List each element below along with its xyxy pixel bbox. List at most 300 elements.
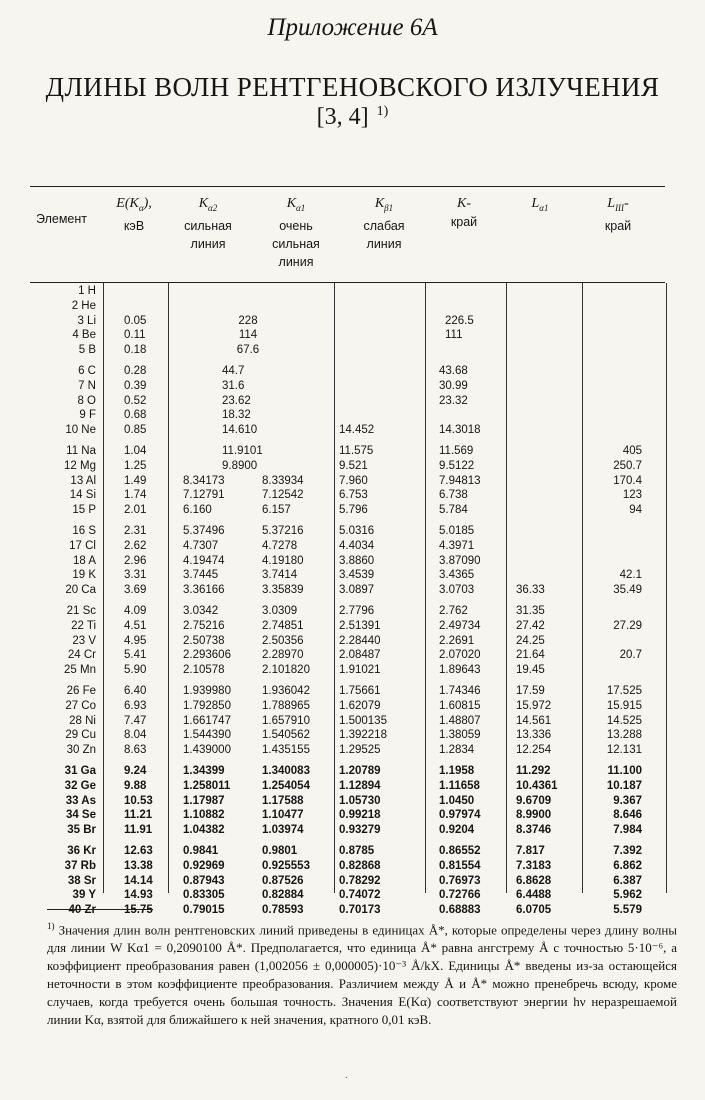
la1-cell: 9.6709 <box>516 794 552 807</box>
ka2-cell: 2.10578 <box>183 664 225 677</box>
ka1-cell: 1.254054 <box>262 779 310 792</box>
kb1-cell: 4.4034 <box>339 539 375 552</box>
kb1-cell: 3.4539 <box>339 569 375 582</box>
energy-cell: 4.51 <box>124 619 147 632</box>
energy-cell: 15.75 <box>124 904 153 917</box>
k-edge-cell: 3.4365 <box>439 569 475 582</box>
kb1-cell: 6.753 <box>339 489 368 502</box>
element-cell: 39 Y <box>72 889 96 902</box>
element-cell: 20 Ca <box>65 584 96 597</box>
col-header-element: Элемент <box>36 212 87 226</box>
element-cell: 18 A <box>72 554 96 567</box>
k-edge-cell: 43.68 <box>439 365 468 377</box>
page-mark: . <box>345 1070 348 1081</box>
ka1-cell: 0.9801 <box>262 845 298 857</box>
table-row <box>0 824 705 839</box>
ka2-cell: 1.661747 <box>183 714 231 727</box>
k-edge-cell: 0.97974 <box>439 809 481 822</box>
l3-edge-cell: 123 <box>622 489 642 502</box>
energy-cell: 6.40 <box>124 685 147 697</box>
energy-cell: 8.04 <box>124 729 147 742</box>
kb1-cell: 3.0897 <box>339 584 375 597</box>
table-row <box>0 860 705 875</box>
element-cell: 13 Al <box>70 474 96 487</box>
k-edge-cell: 3.0703 <box>439 584 475 597</box>
kalpha-merged-cell: 11.9101 <box>222 445 263 457</box>
element-cell: 1 H <box>78 285 96 297</box>
element-cell: 11 Na <box>66 445 96 457</box>
la1-cell: 6.0705 <box>516 904 552 917</box>
k-edge-cell: 1.11658 <box>439 779 480 792</box>
l3-edge-cell: 170.4 <box>613 474 642 487</box>
l3-edge-cell: 7.392 <box>613 845 642 857</box>
ka1-cell: 1.657910 <box>262 714 310 727</box>
table-row <box>0 395 705 410</box>
element-cell: 35 Br <box>67 824 96 837</box>
table-row <box>0 845 705 860</box>
kb1-cell: 0.70173 <box>339 904 381 917</box>
table-row <box>0 475 705 490</box>
table-row <box>0 809 705 824</box>
l3-edge-cell: 405 <box>622 445 642 457</box>
element-cell: 31 Ga <box>64 765 96 777</box>
table-row <box>0 300 705 315</box>
k-edge-cell: 1.38059 <box>439 729 481 742</box>
la1-cell: 11.292 <box>516 765 551 777</box>
element-cell: 30 Zn <box>66 744 96 757</box>
table-row <box>0 489 705 504</box>
k-edge-cell: 1.89643 <box>439 664 481 677</box>
kb1-cell: 2.28440 <box>339 634 381 647</box>
table-row <box>0 504 705 519</box>
ka1-cell: 6.157 <box>262 504 291 517</box>
k-edge-cell: 2.49734 <box>439 619 481 632</box>
energy-cell: 14.93 <box>124 889 153 902</box>
k-edge-cell: 0.9204 <box>439 824 475 837</box>
table-row <box>0 605 705 620</box>
element-cell: 32 Ge <box>64 779 96 792</box>
energy-cell: 0.11 <box>124 329 146 342</box>
energy-cell: 1.74 <box>124 489 147 502</box>
kb1-cell: 9.521 <box>339 459 368 472</box>
l3-edge-cell: 13.288 <box>606 729 642 742</box>
kb1-cell: 1.20789 <box>339 765 381 777</box>
footnote-text: Значения длин волн рентгеновских линий приведены в единицах Å*, которые определены через длину волны для линии W Kα1 = 0,2090100 Å*. Предполагается, что единица Å* равна ангстрему Å с точностью 5·10⁻⁶, а коэффициент преобразования равен (1,002056 ± 0,000005)·10⁻³ Å/kX. Единицы Å* введены из-за остающейся неточности в этом коэффициенте преобразования. Различием между Å и Å* можно пренебречь всюду, кроме случаев, когда требуется очень большая точность. Значения E(Kα) соответствуют энергии hν неразрешаемой линии Kα, взятой для ближайшего к ней значения, кратного 0,01 кэВ. <box>47 922 678 1028</box>
col-header-ka2: $K_{\alpha 2}$ сильная линия <box>184 196 232 251</box>
energy-cell: 0.39 <box>124 379 147 392</box>
ka1-cell: 1.540562 <box>262 729 310 742</box>
ka1-cell: 4.7278 <box>262 539 298 552</box>
table-row <box>0 780 705 795</box>
footnote-number: 1) <box>47 921 55 931</box>
table-top-rule <box>30 186 665 187</box>
ka1-cell: 2.101820 <box>262 664 310 677</box>
la1-cell: 13.336 <box>516 729 552 742</box>
kb1-cell: 0.78292 <box>339 874 381 887</box>
k-edge-cell: 0.68883 <box>439 904 481 917</box>
k-edge-cell: 1.60815 <box>439 699 481 712</box>
ka1-cell: 2.50356 <box>262 634 304 647</box>
table-row <box>0 700 705 715</box>
k-edge-cell: 1.48807 <box>439 714 481 727</box>
ka2-cell: 0.87943 <box>183 874 225 887</box>
table-row <box>0 875 705 890</box>
la1-cell: 14.561 <box>516 714 552 727</box>
table-row <box>0 365 705 380</box>
k-edge-cell: 1.2834 <box>439 744 475 757</box>
ka1-cell: 0.82884 <box>262 889 304 902</box>
kalpha-merged-cell: 228 <box>238 314 258 327</box>
la1-cell: 24.25 <box>516 634 545 647</box>
k-edge-cell: 3.87090 <box>439 554 481 567</box>
references <box>0 104 705 131</box>
l3-edge-cell: 14.525 <box>606 714 642 727</box>
ka2-cell: 4.19474 <box>183 554 225 567</box>
l3-edge-cell: 35.49 <box>613 584 642 597</box>
la1-cell: 8.3746 <box>516 824 552 837</box>
ka2-cell: 1.939980 <box>183 685 231 697</box>
element-cell: 40 Zr <box>68 904 96 917</box>
energy-cell: 2.01 <box>124 504 147 517</box>
l3-edge-cell: 17.525 <box>606 685 642 697</box>
element-cell: 36 Kr <box>67 845 96 857</box>
footnote <box>47 917 677 1029</box>
ka2-cell: 1.17987 <box>183 794 225 807</box>
energy-cell: 0.28 <box>124 365 147 377</box>
energy-cell: 11.91 <box>124 824 153 837</box>
k-edge-cell: 0.76973 <box>439 874 481 887</box>
kb1-cell: 1.29525 <box>339 744 381 757</box>
ka2-cell: 8.34173 <box>183 474 225 487</box>
l3-edge-cell: 12.131 <box>606 744 642 757</box>
k-edge-cell: 1.0450 <box>439 794 475 807</box>
kb1-cell: 0.82868 <box>339 859 381 872</box>
kb1-cell: 0.8785 <box>339 845 375 857</box>
l3-edge-cell: 5.962 <box>613 889 642 902</box>
ka1-cell: 3.7414 <box>262 569 298 582</box>
ka1-cell: 7.12542 <box>262 489 304 502</box>
la1-cell: 31.35 <box>516 605 545 617</box>
element-cell: 19 K <box>72 569 96 582</box>
kb1-cell: 5.0316 <box>339 525 375 537</box>
ka2-cell: 3.0342 <box>183 605 219 617</box>
kb1-cell: 1.91021 <box>339 664 381 677</box>
table-header-rule <box>30 282 665 283</box>
table-row <box>0 569 705 584</box>
la1-cell: 7.3183 <box>516 859 552 872</box>
table-row <box>0 344 705 359</box>
k-edge-cell: 0.72766 <box>439 889 481 902</box>
element-cell: 21 Sc <box>66 605 96 617</box>
energy-cell: 2.62 <box>124 539 147 552</box>
kalpha-merged-cell: 14.610 <box>222 424 258 437</box>
la1-cell: 27.42 <box>516 619 545 632</box>
l3-edge-cell: 250.7 <box>613 459 642 472</box>
table-row <box>0 715 705 730</box>
energy-cell: 4.95 <box>124 634 147 647</box>
ka1-cell: 4.19180 <box>262 554 304 567</box>
ka2-cell: 0.83305 <box>183 889 225 902</box>
ka2-cell: 0.9841 <box>183 845 219 857</box>
energy-cell: 12.63 <box>124 845 153 857</box>
kb1-cell: 1.12894 <box>339 779 381 792</box>
reference-numbers: [3, 4] <box>316 104 369 130</box>
energy-cell: 3.69 <box>124 584 147 597</box>
la1-cell: 10.4361 <box>516 779 558 792</box>
k-edge-cell: 30.99 <box>439 379 468 392</box>
l3-edge-cell: 42.1 <box>619 569 642 582</box>
element-cell: 25 Mn <box>64 664 96 677</box>
element-cell: 34 Se <box>65 809 96 822</box>
col-header-ka1: $K_{\alpha 1}$ очень сильная линия <box>272 196 320 269</box>
table-row <box>0 664 705 679</box>
footnote-rule <box>47 909 153 910</box>
energy-cell: 11.21 <box>124 809 153 822</box>
l3-edge-cell: 20.7 <box>619 649 642 662</box>
kb1-cell: 11.575 <box>339 445 374 457</box>
element-cell: 23 V <box>72 634 96 647</box>
table-row <box>0 525 705 540</box>
ka1-cell: 1.17588 <box>262 794 304 807</box>
ka1-cell: 1.340083 <box>262 765 310 777</box>
ka1-cell: 8.33934 <box>262 474 304 487</box>
ka2-cell: 2.75216 <box>183 619 225 632</box>
table-row <box>0 315 705 330</box>
element-cell: 7 N <box>78 379 96 392</box>
table-row <box>0 424 705 439</box>
l3-edge-cell: 94 <box>629 504 642 517</box>
page-title: ДЛИНЫ ВОЛН РЕНТГЕНОВСКОГО ИЗЛУЧЕНИЯ <box>45 72 660 102</box>
ka1-cell: 5.37216 <box>262 525 304 537</box>
kb1-cell: 2.08487 <box>339 649 381 662</box>
table-row <box>0 620 705 635</box>
ka2-cell: 1.10882 <box>183 809 225 822</box>
energy-cell: 0.18 <box>124 344 147 357</box>
col-header-k-edge: K- край <box>450 196 478 229</box>
k-edge-cell: 111 <box>445 329 463 342</box>
element-cell: 9 F <box>79 409 96 422</box>
element-cell: 10 Ne <box>65 424 96 437</box>
la1-cell: 7.817 <box>516 845 545 857</box>
col-header-kb1: $K_{\beta 1}$ слабая линия <box>363 196 405 251</box>
ka1-cell: 2.28970 <box>262 649 304 662</box>
energy-cell: 2.31 <box>124 525 147 537</box>
ka1-cell: 1.03974 <box>262 824 304 837</box>
l3-edge-cell: 5.579 <box>613 904 642 917</box>
table-row <box>0 329 705 344</box>
ka1-cell: 3.0309 <box>262 605 298 617</box>
table-row <box>0 685 705 700</box>
energy-cell: 7.47 <box>124 714 147 727</box>
ka1-cell: 1.936042 <box>262 685 310 697</box>
element-cell: 12 Mg <box>64 459 96 472</box>
l3-edge-cell: 8.646 <box>613 809 642 822</box>
ka2-cell: 1.792850 <box>183 699 231 712</box>
la1-cell: 6.8628 <box>516 874 552 887</box>
kb1-cell: 1.500135 <box>339 714 387 727</box>
kb1-cell: 0.74072 <box>339 889 381 902</box>
energy-cell: 2.96 <box>124 554 147 567</box>
ka2-cell: 1.04382 <box>183 824 225 837</box>
ka1-cell: 2.74851 <box>262 619 304 632</box>
element-cell: 37 Rb <box>64 859 96 872</box>
table-row <box>0 584 705 599</box>
ka2-cell: 2.293606 <box>183 649 231 662</box>
kalpha-merged-cell: 114 <box>238 329 258 342</box>
element-cell: 16 S <box>72 525 96 537</box>
ka2-cell: 2.50738 <box>183 634 225 647</box>
table-row <box>0 729 705 744</box>
k-edge-cell: 7.94813 <box>439 474 481 487</box>
element-cell: 8 O <box>77 394 96 407</box>
kb1-cell: 5.796 <box>339 504 368 517</box>
element-cell: 38 Sr <box>67 874 96 887</box>
energy-cell: 5.90 <box>124 664 147 677</box>
k-edge-cell: 0.81554 <box>439 859 481 872</box>
kalpha-merged-cell: 23.62 <box>222 394 251 407</box>
energy-cell: 0.05 <box>124 314 147 327</box>
k-edge-cell: 226.5 <box>445 314 474 327</box>
kalpha-merged-cell: 67.6 <box>236 344 260 357</box>
kb1-cell: 1.62079 <box>339 699 381 712</box>
element-cell: 6 C <box>78 365 96 377</box>
k-edge-cell: 5.784 <box>439 504 468 517</box>
l3-edge-cell: 27.29 <box>613 619 642 632</box>
ka2-cell: 3.7445 <box>183 569 219 582</box>
kalpha-merged-cell: 9.8900 <box>222 459 258 472</box>
element-cell: 22 Ti <box>71 619 96 632</box>
col-header-energy: $E(K_\alpha)$, кэВ <box>116 196 152 233</box>
ka1-cell: 1.10477 <box>262 809 304 822</box>
element-cell: 29 Cu <box>65 729 96 742</box>
k-edge-cell: 4.3971 <box>439 539 475 552</box>
kb1-cell: 2.51391 <box>339 619 381 632</box>
kalpha-merged-cell: 44.7 <box>222 365 245 377</box>
table-row <box>0 285 705 300</box>
energy-cell: 4.09 <box>124 605 147 617</box>
appendix-label: Приложение 6А <box>267 14 438 41</box>
ka2-cell: 0.79015 <box>183 904 225 917</box>
ka2-cell: 4.7307 <box>183 539 219 552</box>
table-row <box>0 555 705 570</box>
k-edge-cell: 9.5122 <box>439 459 475 472</box>
la1-cell: 12.254 <box>516 744 552 757</box>
kb1-cell: 1.392218 <box>339 729 387 742</box>
la1-cell: 17.59 <box>516 685 545 697</box>
k-edge-cell: 5.0185 <box>439 525 475 537</box>
l3-edge-cell: 11.100 <box>607 765 642 777</box>
ka1-cell: 3.35839 <box>262 584 304 597</box>
ka1-cell: 1.435155 <box>262 744 310 757</box>
table-row <box>0 795 705 810</box>
element-cell: 15 P <box>72 504 96 517</box>
kalpha-merged-cell: 31.6 <box>222 379 245 392</box>
k-edge-cell: 1.74346 <box>439 685 481 697</box>
table-row <box>0 649 705 664</box>
table-row <box>0 889 705 904</box>
ka1-cell: 0.78593 <box>262 904 304 917</box>
la1-cell: 19.45 <box>516 664 545 677</box>
energy-cell: 14.14 <box>124 874 153 887</box>
element-cell: 4 Be <box>72 329 96 342</box>
table-row <box>0 540 705 555</box>
ka2-cell: 3.36166 <box>183 584 225 597</box>
k-edge-cell: 14.3018 <box>439 424 481 437</box>
l3-edge-cell: 15.915 <box>606 699 642 712</box>
k-edge-cell: 23.32 <box>439 394 468 407</box>
energy-cell: 1.25 <box>124 459 147 472</box>
energy-cell: 5.41 <box>124 649 147 662</box>
ka2-cell: 1.34399 <box>183 765 225 777</box>
energy-cell: 8.63 <box>124 744 147 757</box>
kalpha-merged-cell: 18.32 <box>222 409 251 422</box>
kb1-cell: 0.93279 <box>339 824 381 837</box>
k-edge-cell: 0.86552 <box>439 845 481 857</box>
l3-edge-cell: 10.187 <box>606 779 642 792</box>
la1-cell: 6.4488 <box>516 889 552 902</box>
energy-cell: 6.93 <box>124 699 147 712</box>
col-header-l3-edge: $L_{III}-$ край <box>604 196 632 233</box>
table-row <box>0 460 705 475</box>
footnote-marker: 1) <box>376 104 389 119</box>
ka1-cell: 0.87526 <box>262 874 304 887</box>
k-edge-cell: 2.07020 <box>439 649 481 662</box>
energy-cell: 0.68 <box>124 409 147 422</box>
element-cell: 33 As <box>65 794 96 807</box>
k-edge-cell: 6.738 <box>439 489 468 502</box>
l3-edge-cell: 7.984 <box>613 824 642 837</box>
element-cell: 5 B <box>78 344 96 357</box>
la1-cell: 36.33 <box>516 584 545 597</box>
la1-cell: 21.64 <box>516 649 545 662</box>
element-cell: 24 Cr <box>67 649 96 662</box>
table-row <box>0 744 705 759</box>
kb1-cell: 14.452 <box>339 424 375 437</box>
kb1-cell: 7.960 <box>339 474 368 487</box>
ka2-cell: 5.37496 <box>183 525 225 537</box>
ka2-cell: 1.544390 <box>183 729 231 742</box>
ka2-cell: 0.92969 <box>183 859 225 872</box>
element-cell: 2 He <box>71 299 96 312</box>
element-cell: 17 Cl <box>69 539 96 552</box>
ka2-cell: 1.258011 <box>183 779 231 792</box>
element-cell: 27 Co <box>65 699 96 712</box>
ka1-cell: 1.788965 <box>262 699 310 712</box>
kb1-cell: 0.99218 <box>339 809 381 822</box>
kb1-cell: 2.7796 <box>339 605 375 617</box>
ka2-cell: 1.439000 <box>183 744 231 757</box>
energy-cell: 1.04 <box>124 445 147 457</box>
table-row <box>0 380 705 395</box>
table-row <box>0 635 705 650</box>
k-edge-cell: 11.569 <box>439 445 474 457</box>
kb1-cell: 1.75661 <box>339 685 381 697</box>
ka2-cell: 7.12791 <box>183 489 225 502</box>
energy-cell: 0.85 <box>124 424 147 437</box>
kb1-cell: 1.05730 <box>339 794 381 807</box>
element-cell: 28 Ni <box>69 714 96 727</box>
col-header-la1: $L_{\alpha 1}$ <box>531 196 549 213</box>
kb1-cell: 3.8860 <box>339 554 375 567</box>
energy-cell: 1.49 <box>124 474 147 487</box>
table-row <box>0 409 705 424</box>
ka1-cell: 0.925553 <box>262 859 310 872</box>
k-edge-cell: 1.1958 <box>439 765 475 777</box>
ka2-cell: 6.160 <box>183 504 212 517</box>
k-edge-cell: 2.762 <box>439 605 468 617</box>
la1-cell: 15.972 <box>516 699 552 712</box>
energy-cell: 0.52 <box>124 394 147 407</box>
